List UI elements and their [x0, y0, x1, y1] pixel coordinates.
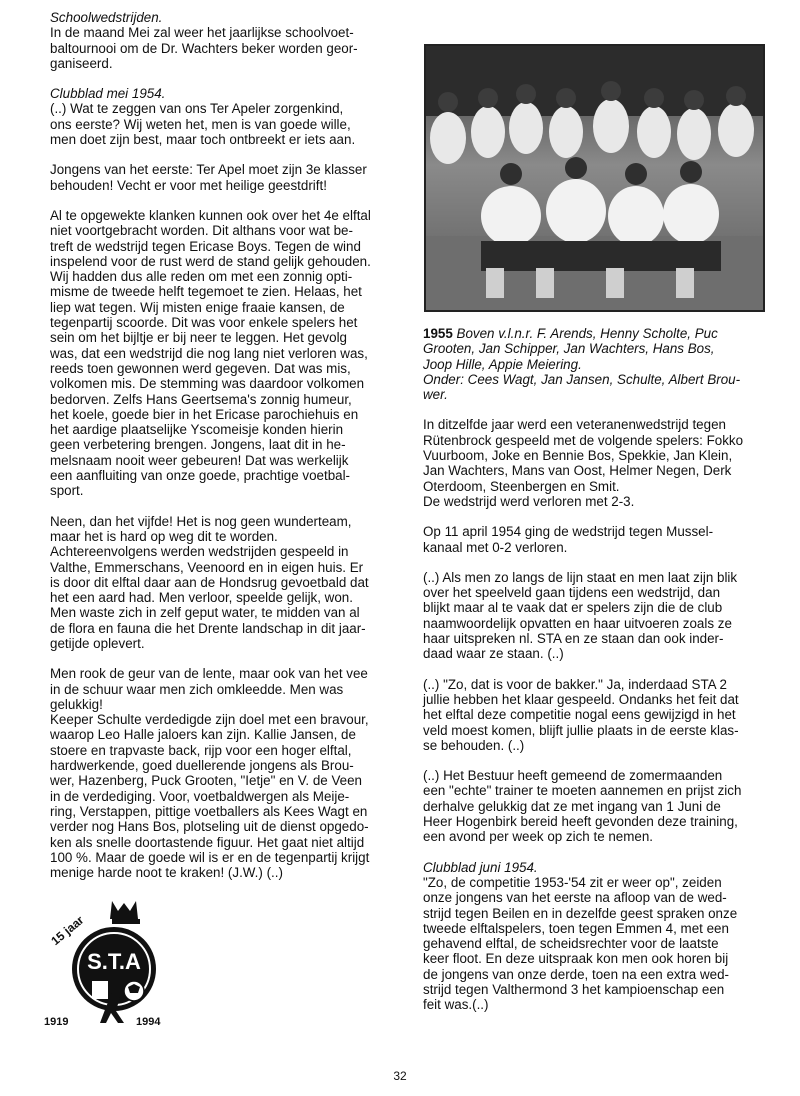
left-column: [50, 10, 390, 895]
right-column: [423, 326, 765, 1028]
paragraph-bestuur-trainer: (..) Het Bestuur heeft gemeend de zomermaanden een "echte" trainer te moeten aannemen en prijst zich derhalve gelukkig dat ze met ingang van 1 Juni de Heer Hogenbirk bereid heeft gevonden deze training, een avond per week op zich te nemen.: [423, 768, 742, 845]
paragraph-veteranenwedstrijd: In ditzelfde jaar werd een veteranenwedstrijd tegen Rütenbrock gespeeld met de volgende spelers: Fokko Vuurboom, Joke en Bennie Bos, Spekkie, Jan Klein, Jan Wachters, Mans van Oost, Helmer Negen, Derk Oterdoom, Steenbergen en Smit. De wedstrijd werd verloren met 2-3.: [423, 417, 744, 509]
paragraph-competitie: "Zo, de competitie 1953-'54 zit er weer op", zeiden onze jongens van het eerste na afloop van de wed- strijd tegen Beilen en in dezelfde geest spraken onze tweede elftalspelers, toen tegen Emmen 4, met een gehavend elftal, de scheidsrechter voor de laatste keer floot. En deze uitspraak kon men ook horen bij de jongens van onze derde, toen na een extra wed- strijd tegen Valthermond 3 het kampioenschap een feit was.(..): [423, 874, 738, 1013]
paragraph-vijfde: Neen, dan het vijfde! Het is nog geen wunderteam, maar het is hard op weg dit te worden.: [50, 513, 352, 544]
logo-year-start: 1919: [44, 1016, 69, 1028]
paragraph-langs-de-lijn: (..) Als men zo langs de lijn staat en men laat zijn blik over het speelveld gaan tijdens een wedstrijd, dan blijkt maar al te vaak dat er spelers zijn die de club naamwoordelijk opvatten en haar uitvoeren zoals ze haar uitspreken nl. STA en ze staan dan ook inder- daad waar ze staan. (..): [423, 569, 738, 662]
page-number: 32: [393, 1069, 407, 1083]
heading-schoolwedstrijden: Schoolwedstrijden.: [50, 10, 163, 25]
team-photo-image: [426, 46, 763, 310]
paragraph-achtereenvolgens: Achtereenvolgens werden wedstrijden gespeeld in Valthe, Emmerschans, Veenoord en in eigen huis. Er is door dit elftal daar aan de Hondsrug gevoetbald dat het een aard had. Men verloor, speelde gelijk, won. Men waste zich in zelf geput water, te midden van al de flora en fauna die het Drente landschap in dit jaar- getijde oplevert.: [50, 544, 369, 651]
logo-year-end: 1994: [136, 1016, 161, 1028]
photo-caption: [423, 326, 765, 402]
crown-icon: [110, 901, 140, 924]
paragraph-zorgenkind: (..) Wat te zeggen van ons Ter Apeler zorgenkind, ons eerste? Wij weten het, men is van goede wille, men doet zijn best, maar toch ontbreekt er iets aan.: [50, 101, 356, 148]
logo-club-text: S.T.A: [87, 949, 141, 974]
caption-year: 1955: [423, 326, 453, 341]
paragraph-musselkanaal: Op 11 april 1954 ging de wedstrijd tegen Mussel- kanaal met 0-2 verloren.: [423, 524, 714, 555]
paragraph-schooltournooi: In de maand Mei zal weer het jaarlijkse schoolvoet- baltournooi om de Dr. Wachters beker worden geor- ganiseerd.: [50, 25, 358, 71]
sta-jubilee-logo: [42, 895, 172, 1031]
team-photo: [424, 44, 765, 312]
heading-clubblad-mei: Clubblad mei 1954.: [50, 86, 166, 102]
paragraph-keeper-schulte: Keeper Schulte verdedigde zijn doel met een bravour, waarop Leo Halle jaloers kan zijn. Kallie Jansen, de stoere en trapvaste back, rijp voor een hoger elftal, hardwerkende, goed duellerende jongens als Brou- wer, Hazenberg, Puck Grooten, "Ietje" en V. de Veen in de verdediging. Voor, voetbaldwergen als Meije- ring, Verstappen, pittige voetballers als Kees Wagt en verder nog Hans Bos, plotseling uit de dienst opgedo- ken als snelle doortastende figuur. Het gaat niet altijd 100 %. Maar de goede wil is er en de tegenpartij krijgt menige harde noot te kraken! (J.W.) (..): [50, 712, 370, 881]
heading-clubblad-juni: Clubblad juni 1954.: [423, 859, 538, 875]
caption-boven: Boven v.l.n.r. F. Arends, Henny Scholte, Puc Grooten, Jan Schipper, Jan Wachters, Hans Bos, Joop Hille, Appie Meiering.: [423, 326, 718, 372]
logo-arc-text: 15 jaar: [48, 912, 87, 949]
paragraph-lente: Men rook de geur van de lente, maar ook van het vee in de schuur waar men zich omkleedde. Men was gelukkig!: [50, 666, 368, 712]
caption-onder: Onder: Cees Wagt, Jan Jansen, Schulte, Albert Brou- wer.: [423, 371, 741, 403]
paragraph-3e-klasser: Jongens van het eerste: Ter Apel moet zijn 3e klasser behouden! Vecht er voor met heilige geestdrift!: [50, 162, 367, 193]
paragraph-bakker: (..) "Zo, dat is voor de bakker." Ja, inderdaad STA 2 jullie hebben het klaar gespeeld. Ondanks het feit dat het elftal deze competitie nogal eens gewijzigd in het veld moest komen, blijft jullie plaats in de eerste klas- se behouden. (..): [423, 676, 739, 753]
paragraph-4e-elftal: Al te opgewekte klanken kunnen ook over het 4e elftal niet voortgebracht worden. Dit althans voor wat be- treft de wedstrijd tegen Ericase Boys. Tegen de wind inspelend voor de rust werd de stand gelijk gehouden. Wij hadden dus alle reden om met een zonnig opti- misme de tweede helft tegemoet te zien. Helaas, het liep wat tegen. Wij misten enige fraaie kansen, de tegenpartij scoorde. Dit was voor enkele spelers het sein om het bijltje er bij neer te leggen. Het gevolg was, dat een wedstrijd die nog lang niet verloren was, reeds toen gewonnen werd gegeven. Dat was mis, volkomen mis. De stemming was daardoor volkomen bedorven. Zelfs Hans Geertsema's zonnig humeur, het koele, goede bier in het Ericase parochiehuis en het aardige plaatselijke Yscomeisje konden hierin geen verbetering brengen. Jongens, laat dit in he- melsnaam nooit weer gebeuren! Dat was werkelijk een aanfluiting van onze goede, prachtige voetbal- sport.: [50, 207, 371, 499]
